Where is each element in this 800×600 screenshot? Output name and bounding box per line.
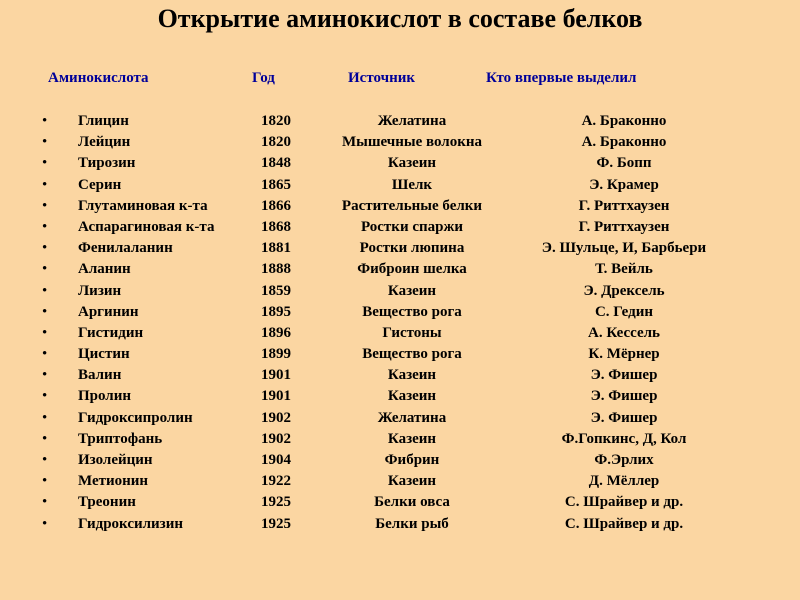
amino-acid-name: Аланин xyxy=(78,261,131,278)
amino-acid-name: Гидроксилизин xyxy=(78,515,183,532)
amino-acid-name: Метионин xyxy=(78,473,149,490)
list-item xyxy=(0,325,800,346)
discovery-year: 1866 xyxy=(261,197,291,214)
list-item xyxy=(0,516,800,537)
amino-acid-name: Гидроксипролин xyxy=(78,409,193,426)
amino-acid-name: Аргинин xyxy=(78,303,139,320)
amino-acid-name: Гистидин xyxy=(78,324,144,341)
list-item xyxy=(0,346,800,367)
amino-acid-name: Тирозин xyxy=(78,155,136,172)
list-item xyxy=(0,155,800,176)
amino-acid-list xyxy=(0,113,800,537)
amino-acid-name: Глицин xyxy=(78,113,129,129)
source-material: Казеин xyxy=(387,282,437,299)
source-material: Казеин xyxy=(387,473,437,490)
page-title: Открытие аминокислот в составе белков xyxy=(157,4,643,33)
discovery-year: 1901 xyxy=(261,367,291,384)
discoverer-name: Э. Дрексель xyxy=(583,282,665,299)
amino-acid-name: Серин xyxy=(78,176,122,193)
source-material: Белки рыб xyxy=(375,515,449,532)
list-item xyxy=(0,219,800,240)
bullet-icon: • xyxy=(42,430,48,447)
bullet-icon: • xyxy=(42,452,48,468)
discovery-year: 1865 xyxy=(261,176,291,193)
discoverer-name: С. Шрайвер и др. xyxy=(564,494,684,511)
bullet-icon: • xyxy=(42,494,48,511)
discoverer-name: К. Мёрнер xyxy=(588,346,660,363)
discoverer-name: Э. Фишер xyxy=(590,367,658,384)
list-item xyxy=(0,388,800,409)
amino-acid-name: Треонин xyxy=(78,494,136,511)
discovery-year: 1899 xyxy=(261,346,291,363)
source-material: Ростки спаржи xyxy=(360,218,463,235)
bullet-icon: • xyxy=(42,218,48,235)
discoverer-name: Г. Риттхаузен xyxy=(578,197,670,214)
amino-acid-name: Глутаминовая к-та xyxy=(78,197,208,214)
discoverer-name: А. Браконно xyxy=(581,134,667,151)
discoverer-name: Т. Вейль xyxy=(595,261,653,278)
discovery-year: 1925 xyxy=(261,494,291,511)
list-item xyxy=(0,240,800,261)
source-material: Казеин xyxy=(387,388,437,405)
list-item xyxy=(0,304,800,325)
discovery-year: 1895 xyxy=(261,303,291,320)
discovery-year: 1902 xyxy=(261,409,291,426)
discovery-year: 1902 xyxy=(261,430,291,447)
bullet-icon: • xyxy=(42,515,48,532)
discovery-year: 1848 xyxy=(261,155,291,172)
discovery-year: 1901 xyxy=(261,388,291,405)
list-item xyxy=(0,431,800,452)
bullet-icon: • xyxy=(42,261,48,278)
amino-acid-name: Триптофань xyxy=(78,430,163,447)
header-discoverer: Кто впервые выделил xyxy=(486,70,637,86)
source-material: Вещество рога xyxy=(362,346,462,363)
discoverer-name: Э. Шульце, И, Барбьери xyxy=(541,240,707,257)
bullet-icon: • xyxy=(42,113,48,129)
bullet-icon: • xyxy=(42,155,48,172)
bullet-icon: • xyxy=(42,346,48,363)
bullet-icon: • xyxy=(42,409,48,426)
amino-acid-name: Аспарагиновая к-та xyxy=(78,218,215,235)
discovery-year: 1925 xyxy=(261,515,291,532)
source-material: Фиброин шелка xyxy=(357,261,467,278)
discoverer-name: С. Гедин xyxy=(594,303,654,320)
list-item xyxy=(0,283,800,304)
header-amino-acid: Аминокислота xyxy=(48,70,149,86)
source-material: Мышечные волокна xyxy=(341,134,483,151)
amino-acid-name: Пролин xyxy=(78,388,132,405)
source-material: Гистоны xyxy=(382,324,442,341)
discovery-year: 1881 xyxy=(261,240,291,257)
source-material: Казеин xyxy=(387,430,437,447)
source-material: Казеин xyxy=(387,155,437,172)
amino-acid-name: Лизин xyxy=(78,282,122,299)
list-item xyxy=(0,410,800,431)
source-material: Растительные белки xyxy=(341,197,483,214)
bullet-icon: • xyxy=(42,176,48,193)
discovery-year: 1904 xyxy=(261,452,291,468)
header-year: Год xyxy=(252,70,275,86)
discovery-year: 1820 xyxy=(261,113,291,129)
bullet-icon: • xyxy=(42,367,48,384)
list-item xyxy=(0,261,800,282)
discovery-year: 1922 xyxy=(261,473,291,490)
source-material: Шелк xyxy=(391,176,433,193)
header-source: Источник xyxy=(348,70,415,86)
bullet-icon: • xyxy=(42,303,48,320)
discovery-year: 1820 xyxy=(261,134,291,151)
amino-acid-name: Цистин xyxy=(78,346,130,363)
discoverer-name: А. Браконно xyxy=(581,113,667,129)
discoverer-name: Д. Мёллер xyxy=(588,473,660,490)
bullet-icon: • xyxy=(42,388,48,405)
list-item xyxy=(0,494,800,515)
bullet-icon: • xyxy=(42,473,48,490)
list-item xyxy=(0,134,800,155)
source-material: Ростки люпина xyxy=(359,240,465,257)
discoverer-name: Э. Фишер xyxy=(590,388,658,405)
discoverer-name: Ф.Гопкинс, Д, Кол xyxy=(561,430,687,447)
list-item xyxy=(0,177,800,198)
discoverer-name: С. Шрайвер и др. xyxy=(564,515,684,532)
source-material: Вещество рога xyxy=(362,303,462,320)
discoverer-name: Э. Фишер xyxy=(590,409,658,426)
list-item xyxy=(0,198,800,219)
amino-acid-name: Валин xyxy=(78,367,122,384)
list-item xyxy=(0,473,800,494)
list-item xyxy=(0,452,800,473)
discoverer-name: Ф.Эрлих xyxy=(594,452,654,468)
bullet-icon: • xyxy=(42,134,48,151)
source-material: Желатина xyxy=(377,409,447,426)
bullet-icon: • xyxy=(42,240,48,257)
discoverer-name: Г. Риттхаузен xyxy=(578,218,670,235)
bullet-icon: • xyxy=(42,324,48,341)
bullet-icon: • xyxy=(42,197,48,214)
source-material: Казеин xyxy=(387,367,437,384)
amino-acid-name: Изолейцин xyxy=(78,452,153,468)
source-material: Фибрин xyxy=(384,452,440,468)
bullet-icon: • xyxy=(42,282,48,299)
list-item xyxy=(0,367,800,388)
source-material: Желатина xyxy=(377,113,447,129)
list-item xyxy=(0,113,800,134)
amino-acid-name: Лейцин xyxy=(78,134,131,151)
source-material: Белки овса xyxy=(374,494,450,511)
discovery-year: 1859 xyxy=(261,282,291,299)
discovery-year: 1868 xyxy=(261,218,291,235)
discovery-year: 1896 xyxy=(261,324,291,341)
amino-acid-name: Фенилаланин xyxy=(78,240,173,257)
discoverer-name: Ф. Бопп xyxy=(596,155,652,172)
discoverer-name: А. Кессель xyxy=(588,324,660,341)
table-header xyxy=(0,70,800,90)
discoverer-name: Э. Крамер xyxy=(589,176,659,193)
discovery-year: 1888 xyxy=(261,261,291,278)
